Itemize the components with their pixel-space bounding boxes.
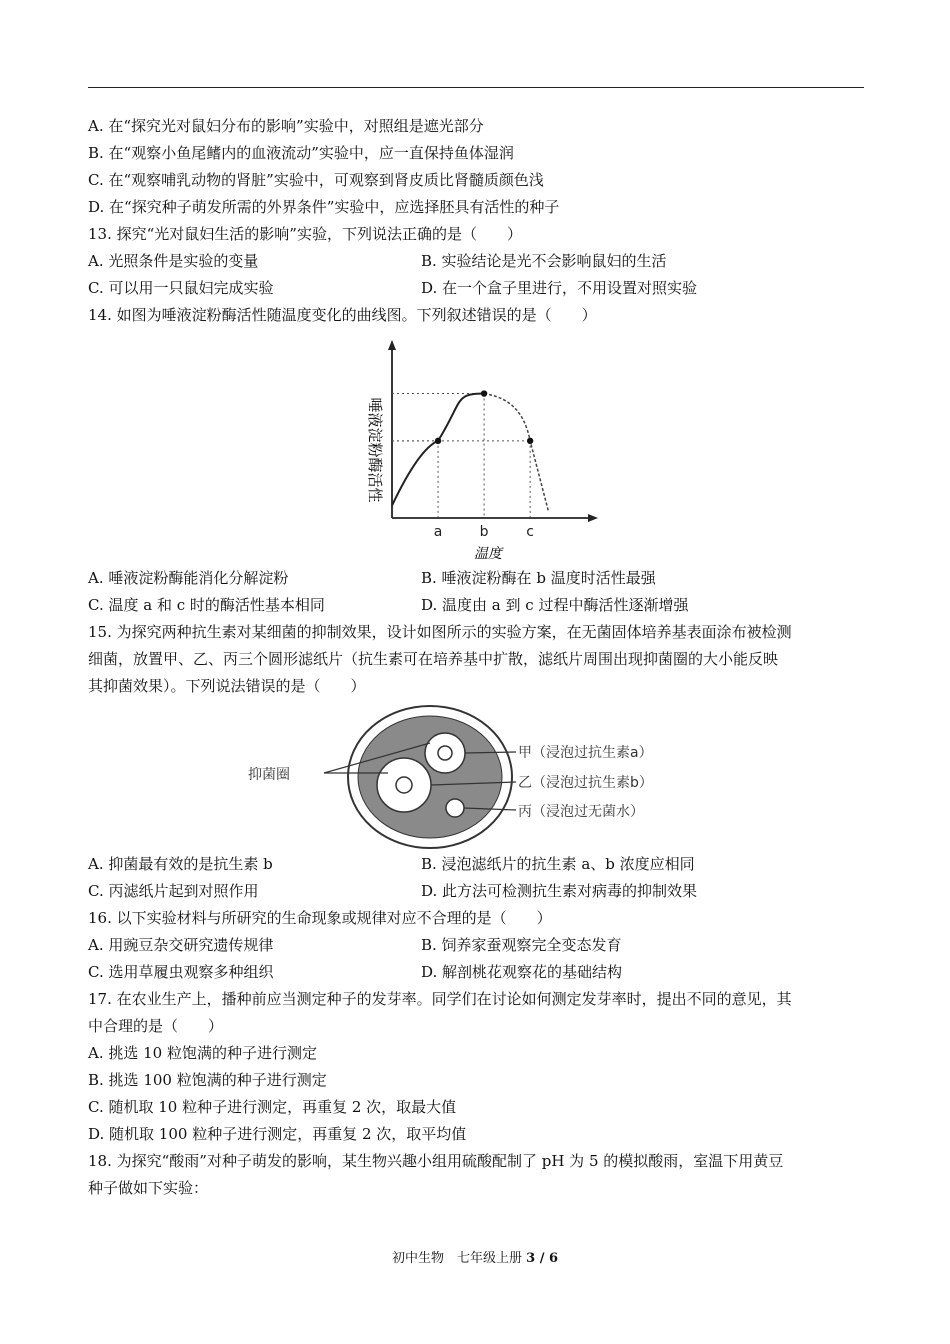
activity-curve-tail — [484, 394, 548, 512]
x-axis-arrow — [588, 514, 598, 522]
petri-dish-figure — [240, 703, 680, 851]
q14-option-d: D. 温度由 a 到 c 过程中酶活性逐渐增强 — [421, 596, 689, 614]
q15-stem-line1: 15. 为探究两种抗生素对某细菌的抑制效果，设计如图所示的实验方案，在无菌固体培养基表面涂布被检测 — [88, 623, 792, 641]
q18-stem-line1: 18. 为探究“酸雨”对种子萌发的影响，某生物兴趣小组用硫酸配制了 pH 为 5 的模拟酸雨，室温下用黄豆 — [88, 1152, 784, 1170]
q12-option-c: C. 在“观察哺乳动物的肾脏”实验中，可观察到肾皮质比肾髓质颜色浅 — [88, 171, 544, 189]
x-tick-label-b: b — [479, 524, 489, 540]
q15-option-a: A. 抑菌最有效的是抗生素 b — [88, 855, 273, 873]
y-axis-arrow — [388, 340, 396, 350]
x-axis-label: 温度 — [474, 546, 502, 562]
yi-label: 乙（浸泡过抗生素b） — [518, 775, 653, 791]
enzyme-activity-chart — [350, 340, 610, 570]
q15-option-b: B. 浸泡滤纸片的抗生素 a、b 浓度应相同 — [421, 855, 695, 873]
q16-option-d: D. 解剖桃花观察花的基础结构 — [421, 963, 623, 981]
q13-option-c: C. 可以用一只鼠妇完成实验 — [88, 279, 274, 297]
data-point-c — [527, 438, 533, 444]
inhibition-zone-label: 抑菌圈 — [248, 767, 290, 783]
filter-paper-jia — [438, 746, 452, 760]
q17-option-c: C. 随机取 10 粒种子进行测定，再重复 2 次，取最大值 — [88, 1098, 457, 1116]
q15-option-c: C. 丙滤纸片起到对照作用 — [88, 882, 259, 900]
bing-label: 丙（浸泡过无菌水） — [518, 804, 644, 820]
filter-paper-bing — [446, 799, 464, 817]
q13-option-d: D. 在一个盒子里进行，不用设置对照实验 — [421, 279, 698, 297]
q15-stem-line3: 其抑菌效果）。下列说法错误的是（ ） — [88, 677, 366, 695]
q15-option-d: D. 此方法可检测抗生素对病毒的抑制效果 — [421, 882, 698, 900]
q16-option-c: C. 选用草履虫观察多种组织 — [88, 963, 274, 981]
q17-option-b: B. 挑选 100 粒饱满的种子进行测定 — [88, 1071, 327, 1089]
footer-subject: 初中生物 七年级上册 — [391, 1251, 522, 1266]
q13-option-a: A. 光照条件是实验的变量 — [88, 252, 259, 270]
q17-stem-line2: 中合理的是（ ） — [88, 1017, 224, 1035]
q14-option-a: A. 唾液淀粉酶能消化分解淀粉 — [88, 569, 289, 587]
q13-option-b: B. 实验结论是光不会影响鼠妇的生活 — [421, 252, 667, 270]
data-point-b — [481, 390, 487, 396]
data-point-a — [435, 438, 441, 444]
q12-option-b: B. 在“观察小鱼尾鳍内的血液流动”实验中，应一直保持鱼体湿润 — [88, 144, 514, 162]
activity-curve — [392, 394, 484, 506]
q16-stem: 16. 以下实验材料与所研究的生命现象或规律对应不合理的是（ ） — [88, 909, 552, 927]
q12-option-a: A. 在“探究光对鼠妇分布的影响”实验中，对照组是遮光部分 — [88, 117, 484, 135]
jia-label: 甲（浸泡过抗生素a） — [518, 745, 653, 761]
q16-option-a: A. 用豌豆杂交研究遗传规律 — [88, 936, 274, 954]
page-number: 3 / 6 — [526, 1251, 559, 1266]
page-footer — [0, 1247, 950, 1266]
q17-option-a: A. 挑选 10 粒饱满的种子进行测定 — [88, 1044, 317, 1062]
q17-stem-line1: 17. 在农业生产上，播种前应当测定种子的发芽率。同学们在讨论如何测定发芽率时，提出不同的意见，其 — [88, 990, 792, 1008]
q17-option-d: D. 随机取 100 粒种子进行测定，再重复 2 次，取平均值 — [88, 1125, 467, 1143]
y-axis-label: 唾液淀粉酶活性 — [366, 397, 384, 503]
header-rule — [88, 87, 864, 88]
q18-stem-line2: 种子做如下实验： — [88, 1179, 209, 1197]
q13-stem: 13. 探究“光对鼠妇生活的影响”实验，下列说法正确的是（ ） — [88, 225, 522, 243]
x-tick-label-c: c — [526, 524, 534, 540]
q16-option-b: B. 饲养家蚕观察完全变态发育 — [421, 936, 622, 954]
q14-option-c: C. 温度 a 和 c 时的酶活性基本相同 — [88, 596, 325, 614]
q12-option-d: D. 在“探究种子萌发所需的外界条件”实验中，应选择胚具有活性的种子 — [88, 198, 560, 216]
x-tick-label-a: a — [433, 524, 443, 540]
q14-option-b: B. 唾液淀粉酶在 b 温度时活性最强 — [421, 569, 656, 587]
filter-paper-yi — [396, 777, 412, 793]
q15-stem-line2: 细菌，放置甲、乙、丙三个圆形滤纸片（抗生素可在培养基中扩散，滤纸片周围出现抑菌圈的大小能反映 — [88, 650, 779, 668]
q14-stem: 14. 如图为唾液淀粉酶活性随温度变化的曲线图。下列叙述错误的是（ ） — [88, 306, 597, 324]
